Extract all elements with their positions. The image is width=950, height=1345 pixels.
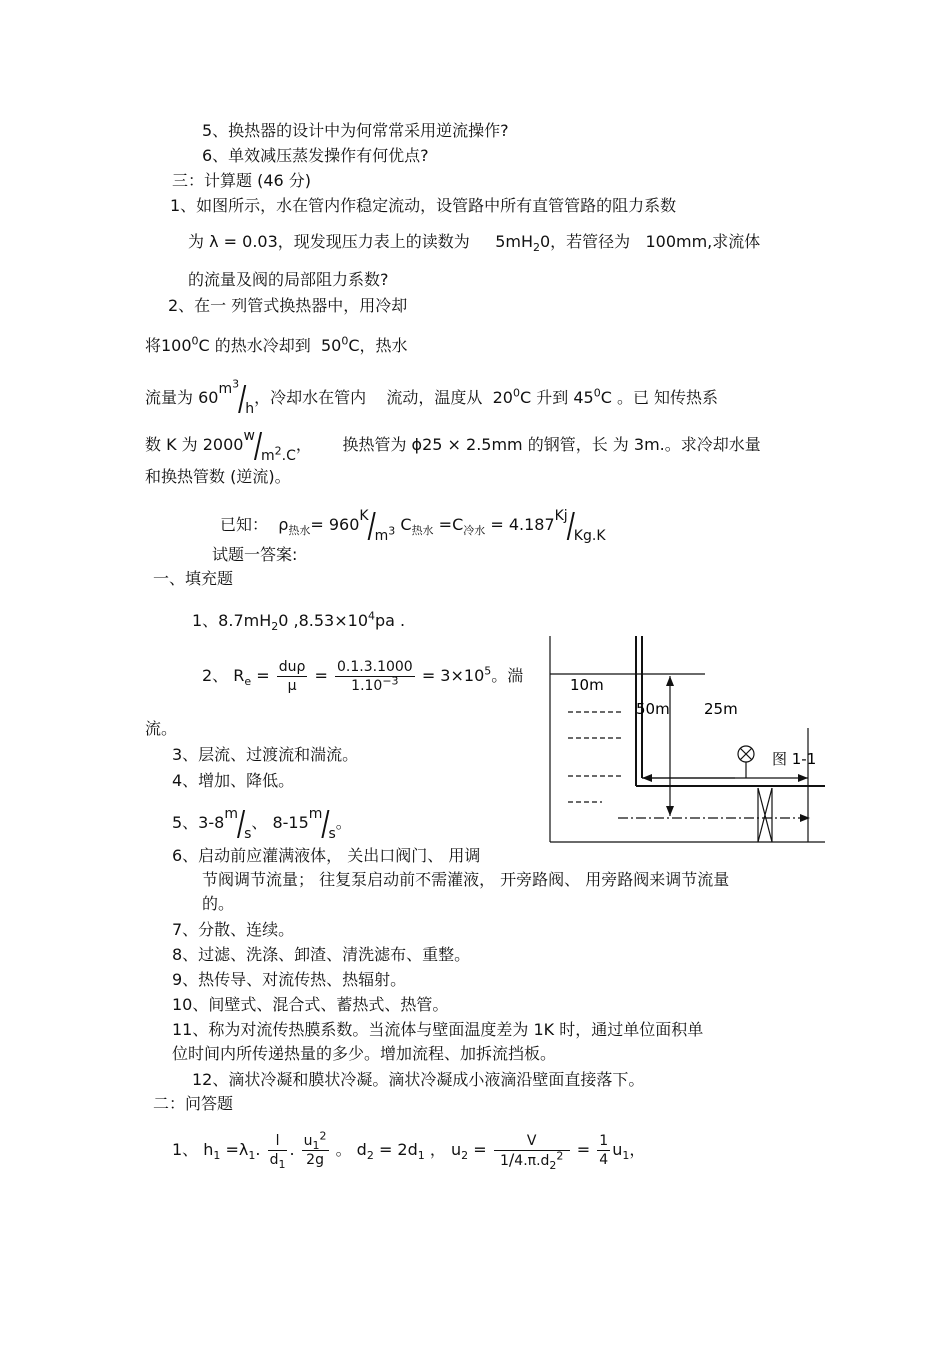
problem-2-line-1: 2、在一 列管式换热器中，用冷却 — [168, 296, 408, 315]
arrow-left — [642, 774, 652, 782]
label-50m: 50m — [636, 700, 670, 718]
arrow-right — [798, 774, 808, 782]
answer-2-continued: 流。 — [145, 719, 178, 738]
answer-12: 12、滴状冷凝和膜状冷凝。滴状冷凝成小液滴沿壁面直接落下。 — [192, 1070, 645, 1089]
problem-1-line-3: 的流量及阀的局部阻力系数? — [188, 270, 389, 289]
question-5: 5、换热器的设计中为何常常采用逆流操作? — [202, 121, 509, 140]
calc-heading: 三：计算题 (46 分) — [172, 171, 312, 190]
answer-6-line-2: 节阀调节流量； 往复泵启动前不需灌液， 开旁路阀、 用旁路阀来调节流量 — [202, 870, 730, 889]
answer-8: 8、过滤、洗涤、卸渣、清洗滤布、重整。 — [172, 945, 471, 964]
arrow-up — [666, 676, 674, 686]
answer-b1-formula: 1、 $h_1 =\lambda_1$. $\frac{l}{d_1}$ . $\frac{u_1^2}{2g}$ 。 $d_2 = 2d_1$ ， $u_2$ = $\frac{V}{1/4.\pi.d_2^2}$ = $\frac{1}{4}$ $u_1$， — [172, 1129, 646, 1172]
figure-caption: 图 1-1 — [772, 750, 817, 768]
section-fill-blank: 一、填充题 — [153, 569, 234, 588]
problem-2-line-3: 流量为 $60m^3/h$，冷却水在管内 流动，温度从 $20^0C$ 升到 $45^0C$ 。已 知传热系 — [145, 377, 719, 419]
known-values: 已知： $\rho_{热水}= 960K/m^3$ $C_{热水} =C_{冷水} = 4.187Kj/Kg.K$ — [220, 505, 606, 546]
section-short-answer: 二：问答题 — [153, 1094, 234, 1113]
answer-7: 7、分散、连续。 — [172, 920, 295, 939]
arrow-down — [666, 806, 674, 816]
answer-10: 10、间壁式、混合式、蓄热式、热管。 — [172, 995, 449, 1014]
problem-2-line-2: 将$100^0C$ 的热水冷却到 $50^0C$，热水 — [145, 334, 408, 355]
answer-2: 2、 $R_e$ = $\frac{\text{duρ}}{\mu}$ = $\frac{0.1.3.1000}{1.10^{-3}}$ = $3\times 10^5$。湍 — [202, 659, 524, 694]
answers-title: 试题一答案: — [212, 545, 298, 564]
question-6: 6、单效减压蒸发操作有何优点? — [202, 146, 429, 165]
answer-9: 9、热传导、对流传热、热辐射。 — [172, 970, 407, 989]
answer-11-line-2: 位时间内所传递热量的多少。增加流程、加拆流挡板。 — [172, 1044, 557, 1063]
answer-3: 3、层流、过渡流和湍流。 — [172, 745, 359, 764]
answer-4: 4、增加、降低。 — [172, 771, 295, 790]
problem-2-line-4: 数 K 为 $2000w/m^2.C$， 换热管为 ɸ25 × 2.5mm 的钢管，长 为 3m.。求冷却水量 — [145, 425, 761, 466]
label-25m: 25m — [704, 700, 738, 718]
problem-1-line-2: 为 λ = 0.03，现发现压力表上的读数为 $5mH_20$，若管径为 100mm,求流体 — [188, 232, 761, 255]
answer-6-line-3: 的。 — [202, 894, 235, 913]
figure-1-1 — [540, 628, 835, 848]
answer-1: 1、$8.7mH_20$ $,8.53\times 10^4pa$ . — [192, 609, 406, 634]
label-10m: 10m — [570, 676, 604, 694]
answer-5: 5、3-8m/s、 8-15m/s。 — [172, 803, 352, 844]
problem-1-line-1: 1、如图所示，水在管内作稳定流动，设管路中所有直管管路的阻力系数 — [170, 196, 677, 215]
answer-6-line-1: 6、启动前应灌满液体， 关出口阀门、 用调 — [172, 846, 481, 865]
problem-2-line-5: 和换热管数 (逆流)。 — [145, 467, 291, 486]
answer-11-line-1: 11、称为对流传热膜系数。当流体与壁面温度差为 1K 时，通过单位面积单 — [172, 1020, 704, 1039]
